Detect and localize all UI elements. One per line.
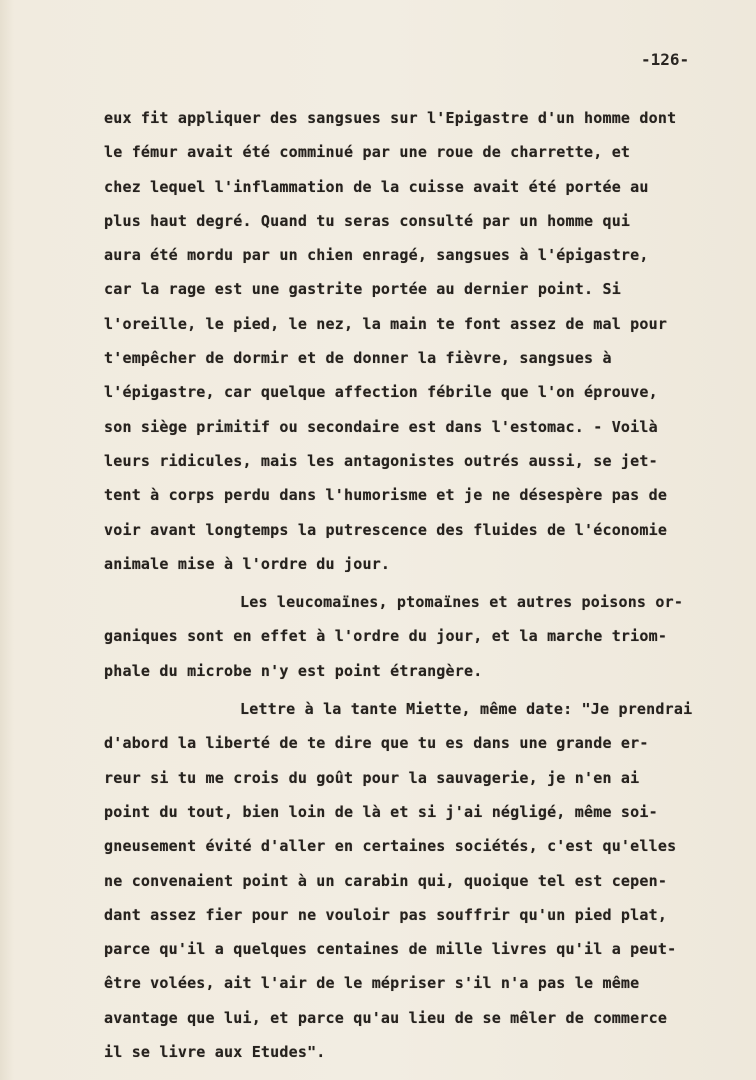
document-body xyxy=(104,101,744,1069)
text-line: animale mise à l'ordre du jour. xyxy=(104,554,391,573)
text-line: ganiques sont en effet à l'ordre du jour, et la marche triom- xyxy=(104,627,668,646)
text-line: plus haut degré. Quand tu seras consulté par un homme qui xyxy=(104,211,631,230)
text-line: il se livre aux Etudes". xyxy=(104,1043,326,1062)
paragraph xyxy=(104,692,744,1069)
text-line: le fémur avait été comminué par une roue de charrette, et xyxy=(104,143,631,162)
text-line: l'épigastre, car quelque affection fébrile que l'on éprouve, xyxy=(104,383,658,402)
text-line: leurs ridicules, mais les antagonistes outrés aussi, se jet- xyxy=(104,451,658,470)
text-line: eux fit appliquer des sangsues sur l'Epigastre d'un homme dont xyxy=(104,109,677,127)
text-line: gneusement évité d'aller en certaines sociétés, c'est qu'elles xyxy=(104,837,677,856)
text-line: parce qu'il a quelques centaines de mille livres qu'il a peut- xyxy=(104,940,677,959)
text-line: chez lequel l'inflammation de la cuisse avait été portée au xyxy=(104,177,649,196)
text-line: son siège primitif ou secondaire est dans l'estomac. - Voilà xyxy=(104,417,658,436)
page-number: -126- xyxy=(641,50,690,69)
paragraph xyxy=(104,101,744,581)
text-line: tent à corps perdu dans l'humorisme et je ne désespère pas de xyxy=(104,486,668,505)
text-line: Lettre à la tante Miette, même date: "Je prendrai xyxy=(240,700,693,719)
text-line: voir avant longtemps la putrescence des fluides de l'économie xyxy=(104,520,668,539)
text-line: d'abord la liberté de te dire que tu es dans une grande er- xyxy=(104,734,649,753)
text-line: l'oreille, le pied, le nez, la main te font assez de mal pour xyxy=(104,314,668,333)
text-line: dant assez fier pour ne vouloir pas souffrir qu'un pied plat, xyxy=(104,905,668,924)
text-line: car la rage est une gastrite portée au dernier point. Si xyxy=(104,280,621,299)
text-line: reur si tu me crois du goût pour la sauvagerie, je n'en ai xyxy=(104,768,640,787)
text-line: aura été mordu par un chien enragé, sangsues à l'épigastre, xyxy=(104,246,649,265)
paragraph xyxy=(104,585,744,688)
text-line: Les leucomaïnes, ptomaïnes et autres poisons or- xyxy=(240,593,684,612)
text-line: phale du microbe n'y est point étrangère. xyxy=(104,661,483,680)
text-line: avantage que lui, et parce qu'au lieu de se mêler de commerce xyxy=(104,1008,668,1027)
text-line: t'empêcher de dormir et de donner la fièvre, sangsues à xyxy=(104,349,612,368)
text-line: ne convenaient point à un carabin qui, quoique tel est cepen- xyxy=(104,871,668,890)
text-line: être volées, ait l'air de le mépriser s'il n'a pas le même xyxy=(104,974,640,993)
text-line: point du tout, bien loin de là et si j'ai négligé, même soi- xyxy=(104,802,658,821)
